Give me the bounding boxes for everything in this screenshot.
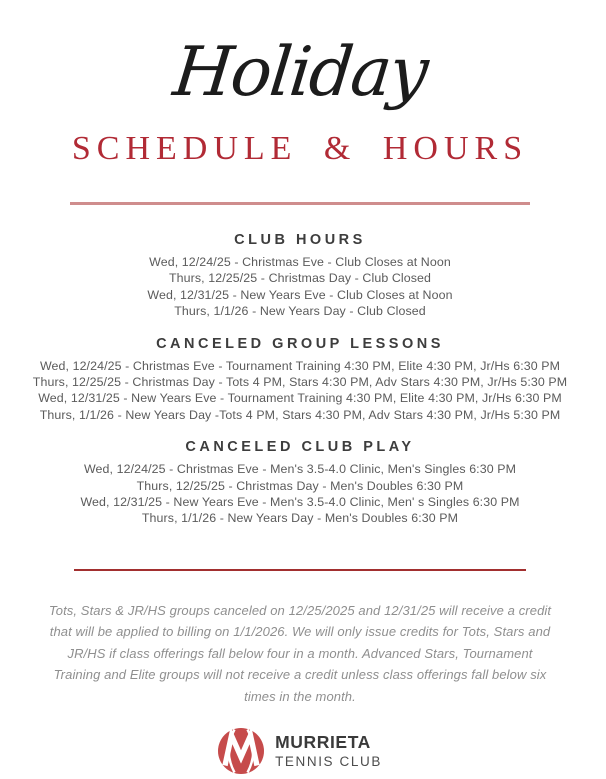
section-canceled-group-lessons: [0, 336, 600, 424]
schedule-line: Thurs, 12/25/25 - Christmas Day - Men's Doubles 6:30 PM: [136, 478, 464, 493]
club-hours-heading: CLUB HOURS: [234, 232, 366, 248]
section-canceled-club-play: [0, 439, 600, 527]
schedule-line: Wed, 12/24/25 - Christmas Eve - Tournament Training 4:30 PM, Elite 4:30 PM, Jr/Hs 6:30 PM: [39, 358, 561, 373]
bottom-divider: [74, 569, 526, 571]
schedule-line: Thurs, 1/1/26 - New Years Day - Men's Doubles 6:30 PM: [141, 511, 459, 526]
schedule-line: Wed, 12/31/25 - New Years Eve - Men's 3.5-4.0 Clinic, Men' s Singles 6:30 PM: [80, 495, 520, 510]
holiday-script-title: Holiday: [169, 32, 431, 112]
logo-name: MURRIETA: [275, 731, 371, 752]
schedule-line: Wed, 12/24/25 - Christmas Eve - Club Closes at Noon: [149, 255, 451, 269]
section-club-hours: [0, 232, 600, 320]
schedule-line: Thurs, 12/25/25 - Christmas Day - Club Closed: [168, 271, 432, 286]
schedule-line: Wed, 12/31/25 - New Years Eve - Club Closes at Noon: [147, 287, 453, 302]
schedule-hours-title: SCHEDULE & HOURS: [71, 130, 529, 167]
schedule-line: Wed, 12/24/25 - Christmas Eve - Men's 3.5-4.0 Clinic, Men's Singles 6:30 PM: [83, 462, 517, 477]
canceled-club-play-heading: CANCELED CLUB PLAY: [185, 439, 415, 456]
schedule-line: Wed, 12/31/25 - New Years Eve - Tournament Training 4:30 PM, Elite 4:30 PM, Jr/Hs 6:30 PM: [38, 391, 562, 406]
schedule-line: Thurs, 12/25/25 - Christmas Day - Tots 4 PM, Stars 4:30 PM, Adv Stars 4:30 PM, Jr/Hs 5:30 PM: [32, 375, 568, 390]
logo-text: [275, 731, 382, 770]
logo-subname: TENNIS CLUB: [275, 754, 382, 770]
credit-policy-footnote: Tots, Stars & JR/HS groups canceled on 12/25/2025 and 12/31/25 will receive a credit that will be applied to billing on 1/1/2026. We will only issue credits for Tots, Stars and JR/HS if class offerings fall below four in a month. Advanced Stars, Tournament Training and Elite groups will not receive a credit unless class offerings fall below six times in the month.: [48, 602, 552, 704]
holiday-schedule-flyer: [0, 14, 600, 770]
club-logo: [0, 728, 600, 774]
tennis-ball-m-icon: [218, 728, 264, 774]
schedule-line: Thurs, 1/1/26 - New Years Day -Tots 4 PM, Stars 4:30 PM, Adv Stars 4:30 PM, Jr/Hs 5:30 PM: [39, 407, 561, 422]
schedule-line: Thurs, 1/1/26 - New Years Day - Club Closed: [174, 304, 426, 319]
top-divider: [70, 202, 530, 205]
canceled-group-lessons-heading: CANCELED GROUP LESSONS: [156, 335, 444, 352]
